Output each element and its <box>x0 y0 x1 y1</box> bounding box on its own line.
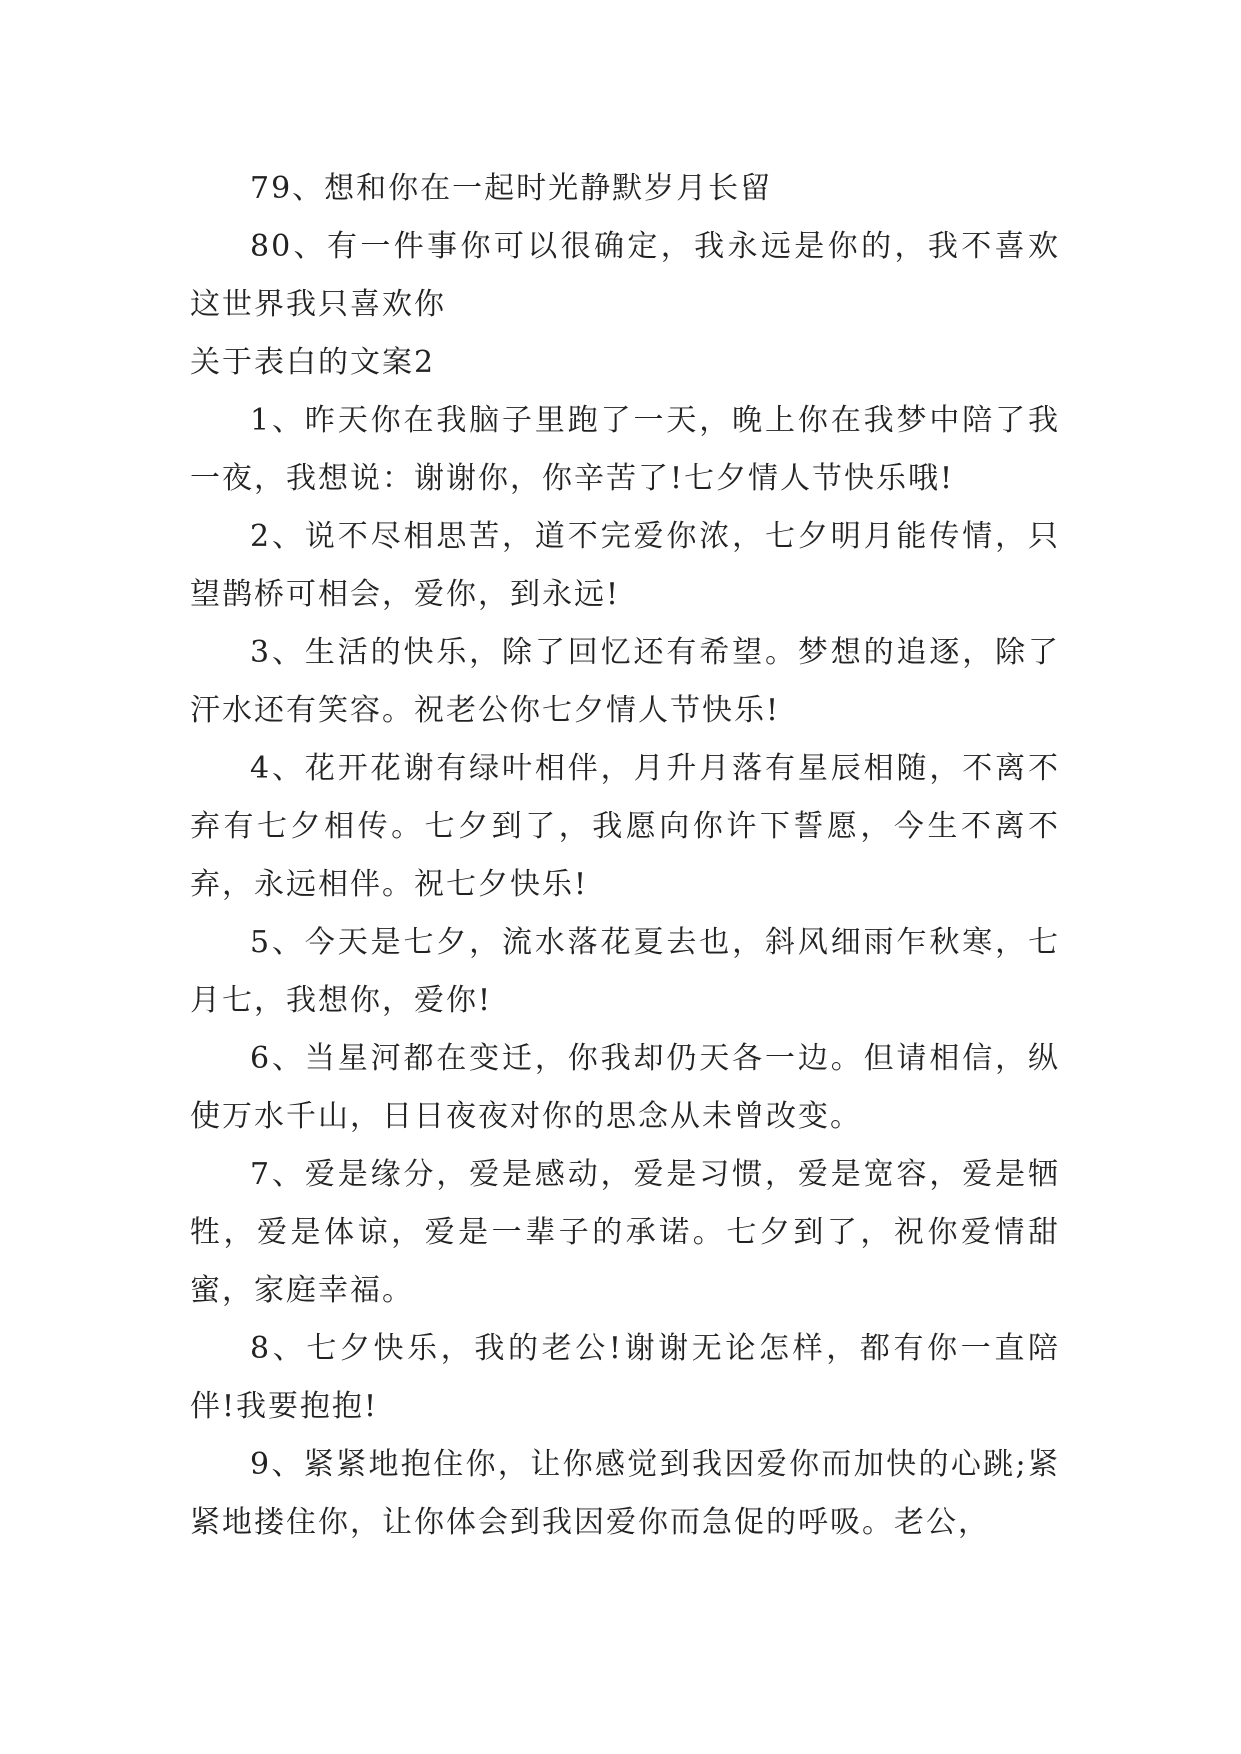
paragraph-1: 1、昨天你在我脑子里跑了一天，晚上你在我梦中陪了我一夜，我想说：谢谢你，你辛苦了!七夕情人节快乐哦! <box>190 403 1060 496</box>
paragraph-9: 9、紧紧地抱住你，让你感觉到我因爱你而加快的心跳;紧紧地搂住你，让你体会到我因爱你而急促的呼吸。老公， <box>190 1447 1060 1540</box>
paragraph-6: 6、当星河都在变迁，你我却仍天各一边。但请相信，纵使万水千山，日日夜夜对你的思念从未曾改变。 <box>190 1041 1060 1134</box>
paragraph-5: 5、今天是七夕，流水落花夏去也，斜风细雨乍秋寒，七月七，我想你，爱你! <box>190 925 1060 1018</box>
paragraph-8: 8、七夕快乐，我的老公!谢谢无论怎样，都有你一直陪伴!我要抱抱! <box>190 1331 1060 1424</box>
paragraph-4: 4、花开花谢有绿叶相伴，月升月落有星辰相随，不离不弃有七夕相传。七夕到了，我愿向你许下誓愿，今生不离不弃，永远相伴。祝七夕快乐! <box>190 751 1060 902</box>
paragraph-79: 79、想和你在一起时光静默岁月长留 <box>250 171 773 206</box>
section-heading: 关于表白的文案2 <box>190 345 436 380</box>
paragraph-80: 80、有一件事你可以很确定，我永远是你的，我不喜欢这世界我只喜欢你 <box>190 229 1060 322</box>
paragraph-7: 7、爱是缘分，爱是感动，爱是习惯，爱是宽容，爱是牺牲，爱是体谅，爱是一辈子的承诺。七夕到了，祝你爱情甜蜜，家庭幸福。 <box>190 1157 1060 1308</box>
paragraph-3: 3、生活的快乐，除了回忆还有希望。梦想的追逐，除了汗水还有笑容。祝老公你七夕情人节快乐! <box>190 635 1060 728</box>
paragraph-2: 2、说不尽相思苦，道不完爱你浓，七夕明月能传情，只望鹊桥可相会，爱你，到永远! <box>190 519 1060 612</box>
document-body <box>190 160 1060 1552</box>
